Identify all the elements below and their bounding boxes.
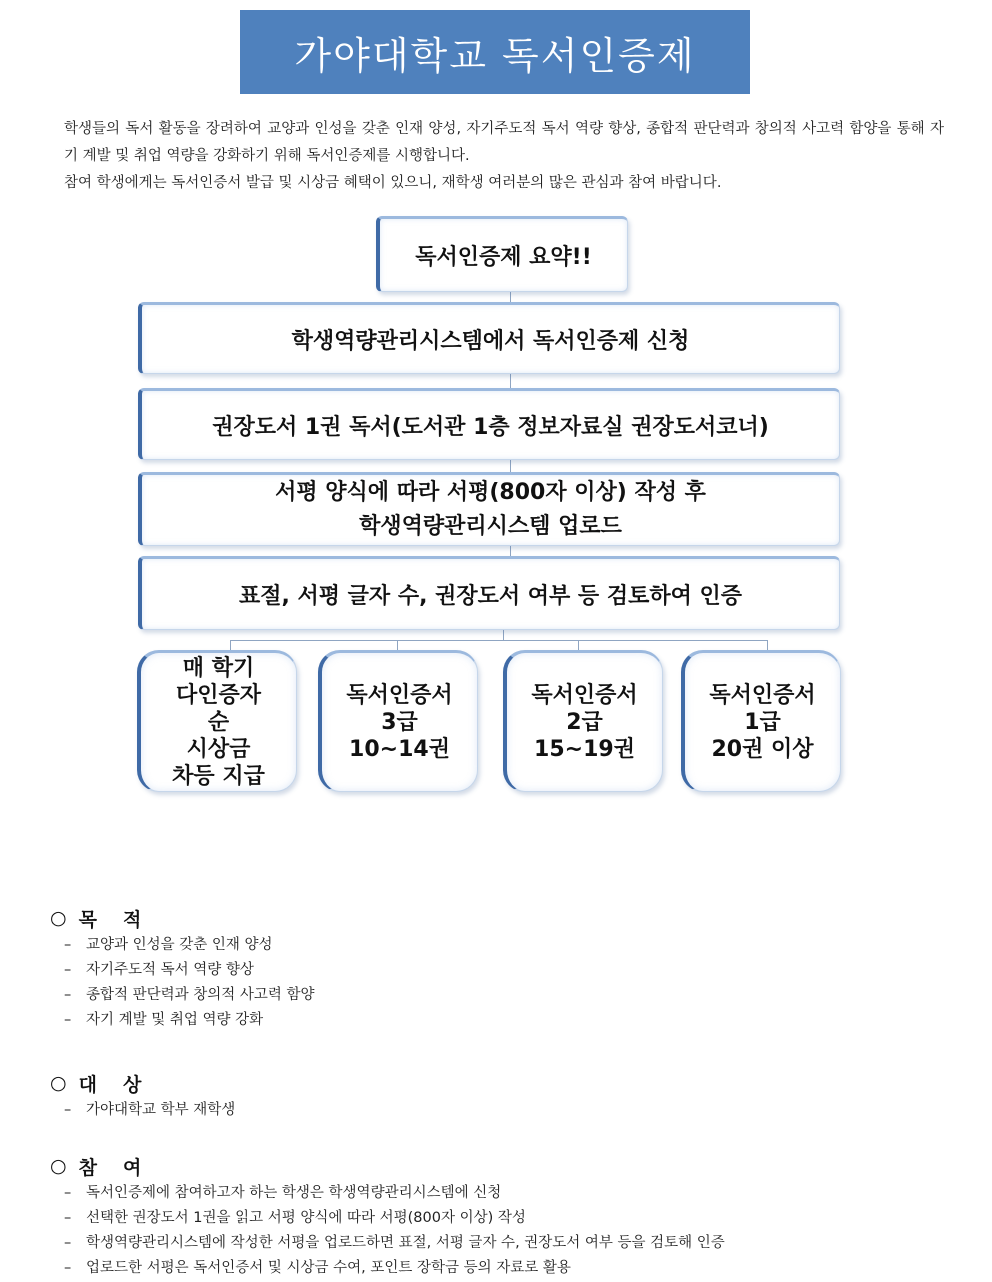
result-line: 20권 이상 [711, 736, 814, 762]
intro-paragraph: 학생들의 독서 활동을 장려하여 교양과 인성을 갖춘 인재 양성, 자기주도적 독서 역량 향상, 종합적 판단력과 창의적 사고력 함양을 통해 자기 계발 및 취업 역량을 강화하기 위해 독서인증제를 시행합니다. [64, 121, 944, 164]
section-heading [50, 903, 950, 933]
page-title: 가야대학교 독서인증제 [240, 10, 750, 94]
result-line: 1급 [744, 709, 781, 735]
list-item-text: 업로드한 서평은 독서인증서 및 시상금 수여, 포인트 장학금 등의 자료로 활용 [86, 1260, 571, 1276]
result-line: 순 [207, 709, 230, 735]
connector-line [510, 374, 511, 388]
list-item-text: 자기주도적 독서 역량 향상 [86, 962, 254, 978]
dash: – [64, 1185, 72, 1201]
result-line: 15~19권 [534, 736, 635, 762]
diagram-step-read: 권장도서 1권 독서(도서관 1층 정보자료실 권장도서코너) [138, 388, 840, 460]
section-title: 목적 [78, 908, 168, 931]
intro-text [64, 116, 944, 197]
connector-line [503, 630, 504, 640]
list-item-text: 학생역량관리시스템에 작성한 서평을 업로드하면 표절, 서평 글자 수, 권장도서 여부 등을 검토해 인증 [86, 1235, 725, 1251]
diagram-step-review [138, 472, 840, 546]
section-purpose [50, 903, 950, 1033]
dash: – [64, 1260, 72, 1276]
connector-line [230, 640, 231, 650]
list-item [50, 983, 950, 1008]
connector-line [510, 460, 511, 472]
section-title: 대상 [78, 1073, 168, 1096]
connector-line [510, 292, 511, 302]
connector-line [397, 640, 398, 650]
section-heading [50, 1068, 950, 1098]
connector-line [578, 640, 579, 650]
result-line: 시상금 [186, 736, 251, 762]
list-item [50, 1231, 950, 1256]
diagram-result-grade2 [503, 650, 663, 792]
diagram-result-grade3 [318, 650, 478, 792]
result-line: 차등 지급 [172, 763, 265, 789]
connector-line [230, 640, 768, 641]
result-line: 독서인증서 [531, 682, 638, 708]
dash: – [64, 1012, 72, 1028]
result-line: 매 학기 [182, 655, 255, 681]
diagram-result-award [137, 650, 297, 792]
list-item-text: 선택한 권장도서 1권을 읽고 서평 양식에 따라 서평(800자 이상) 작성 [86, 1210, 526, 1226]
section-heading [50, 1151, 950, 1181]
list-item [50, 1008, 950, 1033]
list-item-text: 자기 계발 및 취업 역량 강화 [86, 1012, 264, 1028]
list-item [50, 1256, 950, 1281]
dash: – [64, 1102, 72, 1118]
list-item [50, 1181, 950, 1206]
list-item [50, 1206, 950, 1231]
list-item [50, 933, 950, 958]
circle-bullet: ○ [50, 1155, 67, 1177]
diagram-step-review-line: 학생역량관리시스템 업로드 [359, 514, 622, 539]
result-line: 3급 [381, 709, 418, 735]
circle-bullet: ○ [50, 907, 67, 929]
dash: – [64, 987, 72, 1003]
diagram-result-grade1 [681, 650, 841, 792]
connector-line [510, 546, 511, 556]
section-participation [50, 1151, 950, 1281]
list-item-text: 가야대학교 학부 재학생 [86, 1102, 236, 1118]
dash: – [64, 962, 72, 978]
diagram-step-apply: 학생역량관리시스템에서 독서인증제 신청 [138, 302, 840, 374]
result-line: 독서인증서 [709, 682, 816, 708]
section-target [50, 1068, 950, 1123]
result-line: 독서인증서 [346, 682, 453, 708]
section-title: 참여 [78, 1156, 168, 1179]
result-line: 다인증자 [175, 682, 261, 708]
list-item-text: 독서인증제에 참여하고자 하는 학생은 학생역량관리시스템에 신청 [86, 1185, 502, 1201]
dash: – [64, 1235, 72, 1251]
result-line: 2급 [566, 709, 603, 735]
list-item [50, 1098, 950, 1123]
dash: – [64, 937, 72, 953]
diagram-step-certify: 표절, 서평 글자 수, 권장도서 여부 등 검토하여 인증 [138, 556, 840, 630]
dash: – [64, 1210, 72, 1226]
result-line: 10~14권 [349, 736, 450, 762]
diagram-step-review-line: 서평 양식에 따라 서평(800자 이상) 작성 후 [275, 480, 706, 505]
intro-paragraph: 참여 학생에게는 독서인증서 발급 및 시상금 혜택이 있으니, 재학생 여러분의 많은 관심과 참여 바랍니다. [64, 175, 722, 191]
list-item-text: 종합적 판단력과 창의적 사고력 함양 [86, 987, 315, 1003]
diagram-summary-box: 독서인증제 요약!! [376, 216, 628, 292]
list-item-text: 교양과 인성을 갖춘 인재 양성 [86, 937, 273, 953]
circle-bullet: ○ [50, 1072, 67, 1094]
connector-line [767, 640, 768, 650]
list-item [50, 958, 950, 983]
